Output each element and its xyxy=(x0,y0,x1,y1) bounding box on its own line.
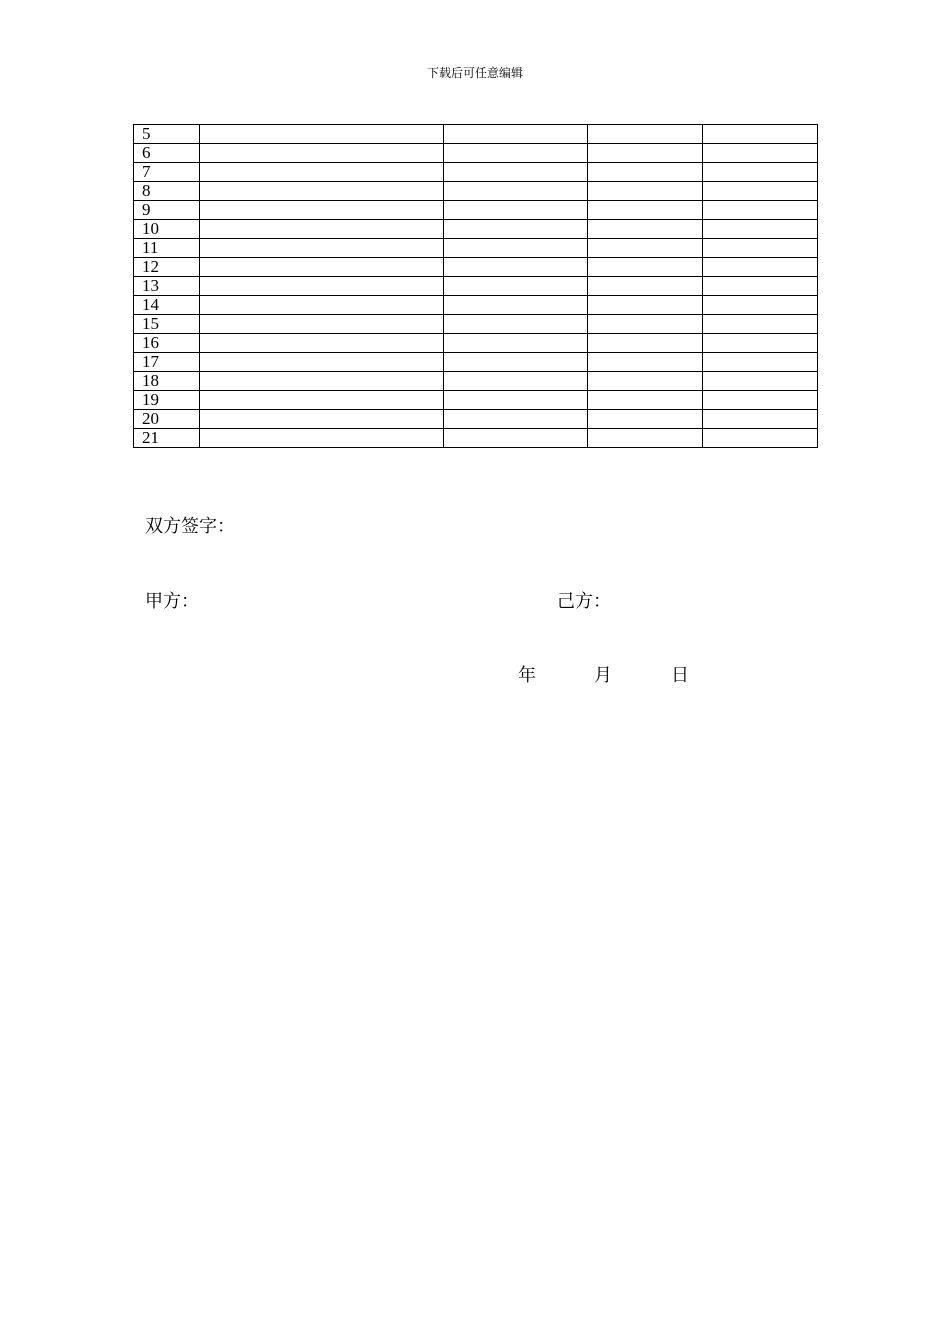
empty-cell xyxy=(200,429,444,448)
empty-cell xyxy=(588,429,703,448)
record-table xyxy=(133,124,818,448)
empty-cell xyxy=(588,353,703,372)
empty-cell xyxy=(444,410,588,429)
empty-cell xyxy=(200,163,444,182)
empty-cell xyxy=(588,315,703,334)
table-row xyxy=(134,277,818,296)
table-row xyxy=(134,163,818,182)
empty-cell xyxy=(588,144,703,163)
empty-cell xyxy=(444,258,588,277)
empty-cell xyxy=(588,296,703,315)
empty-cell xyxy=(703,353,818,372)
table-row xyxy=(134,391,818,410)
empty-cell xyxy=(588,334,703,353)
empty-cell xyxy=(588,410,703,429)
row-number-cell: 6 xyxy=(134,144,200,163)
row-number-cell: 19 xyxy=(134,391,200,410)
empty-cell xyxy=(444,163,588,182)
table-row xyxy=(134,239,818,258)
empty-cell xyxy=(200,182,444,201)
table-row xyxy=(134,144,818,163)
table-row xyxy=(134,182,818,201)
empty-cell xyxy=(703,334,818,353)
empty-cell xyxy=(200,277,444,296)
empty-cell xyxy=(588,239,703,258)
empty-cell xyxy=(444,315,588,334)
empty-cell xyxy=(200,353,444,372)
empty-cell xyxy=(703,201,818,220)
row-number-cell: 5 xyxy=(134,125,200,144)
empty-cell xyxy=(703,372,818,391)
row-number-cell: 16 xyxy=(134,334,200,353)
empty-cell xyxy=(588,277,703,296)
empty-cell xyxy=(588,258,703,277)
table-row xyxy=(134,410,818,429)
row-number-cell: 10 xyxy=(134,220,200,239)
empty-cell xyxy=(444,429,588,448)
empty-cell xyxy=(703,391,818,410)
row-number-cell: 21 xyxy=(134,429,200,448)
row-number-cell: 7 xyxy=(134,163,200,182)
empty-cell xyxy=(200,201,444,220)
table-row xyxy=(134,296,818,315)
table-row xyxy=(134,220,818,239)
empty-cell xyxy=(703,410,818,429)
row-number-cell: 18 xyxy=(134,372,200,391)
party-a-label: 甲方： xyxy=(145,591,199,612)
empty-cell xyxy=(588,220,703,239)
row-number-cell: 15 xyxy=(134,315,200,334)
empty-cell xyxy=(703,277,818,296)
empty-cell xyxy=(200,258,444,277)
empty-cell xyxy=(200,315,444,334)
empty-cell xyxy=(444,239,588,258)
table-row xyxy=(134,258,818,277)
empty-cell xyxy=(200,334,444,353)
row-number-cell: 12 xyxy=(134,258,200,277)
empty-cell xyxy=(444,182,588,201)
empty-cell xyxy=(703,125,818,144)
empty-cell xyxy=(703,239,818,258)
empty-cell xyxy=(444,391,588,410)
empty-cell xyxy=(588,372,703,391)
empty-cell xyxy=(703,296,818,315)
empty-cell xyxy=(200,220,444,239)
table-row xyxy=(134,429,818,448)
row-number-cell: 14 xyxy=(134,296,200,315)
empty-cell xyxy=(444,334,588,353)
row-number-cell: 11 xyxy=(134,239,200,258)
table-row xyxy=(134,315,818,334)
table-row xyxy=(134,201,818,220)
signature-title: 双方签字： xyxy=(145,516,235,537)
empty-cell xyxy=(200,144,444,163)
empty-cell xyxy=(444,144,588,163)
party-b-label: 己方： xyxy=(557,591,611,612)
record-table-body xyxy=(134,125,818,448)
date-month-label: 月 xyxy=(594,665,612,686)
empty-cell xyxy=(703,144,818,163)
empty-cell xyxy=(703,429,818,448)
empty-cell xyxy=(200,239,444,258)
empty-cell xyxy=(588,163,703,182)
empty-cell xyxy=(200,410,444,429)
empty-cell xyxy=(703,220,818,239)
empty-cell xyxy=(703,182,818,201)
row-number-cell: 8 xyxy=(134,182,200,201)
table-row xyxy=(134,372,818,391)
date-year-label: 年 xyxy=(518,665,536,686)
empty-cell xyxy=(200,296,444,315)
empty-cell xyxy=(444,201,588,220)
empty-cell xyxy=(444,353,588,372)
empty-cell xyxy=(703,163,818,182)
empty-cell xyxy=(444,372,588,391)
empty-cell xyxy=(200,372,444,391)
page-header: 下载后可任意编辑 xyxy=(426,66,523,80)
row-number-cell: 17 xyxy=(134,353,200,372)
empty-cell xyxy=(444,277,588,296)
empty-cell xyxy=(703,315,818,334)
empty-cell xyxy=(444,296,588,315)
row-number-cell: 9 xyxy=(134,201,200,220)
empty-cell xyxy=(200,125,444,144)
table-row xyxy=(134,334,818,353)
empty-cell xyxy=(588,182,703,201)
table-row xyxy=(134,125,818,144)
table-row xyxy=(134,353,818,372)
empty-cell xyxy=(588,391,703,410)
empty-cell xyxy=(444,220,588,239)
row-number-cell: 13 xyxy=(134,277,200,296)
date-day-label: 日 xyxy=(671,665,689,686)
empty-cell xyxy=(588,201,703,220)
row-number-cell: 20 xyxy=(134,410,200,429)
empty-cell xyxy=(588,125,703,144)
empty-cell xyxy=(200,391,444,410)
empty-cell xyxy=(703,258,818,277)
empty-cell xyxy=(444,125,588,144)
